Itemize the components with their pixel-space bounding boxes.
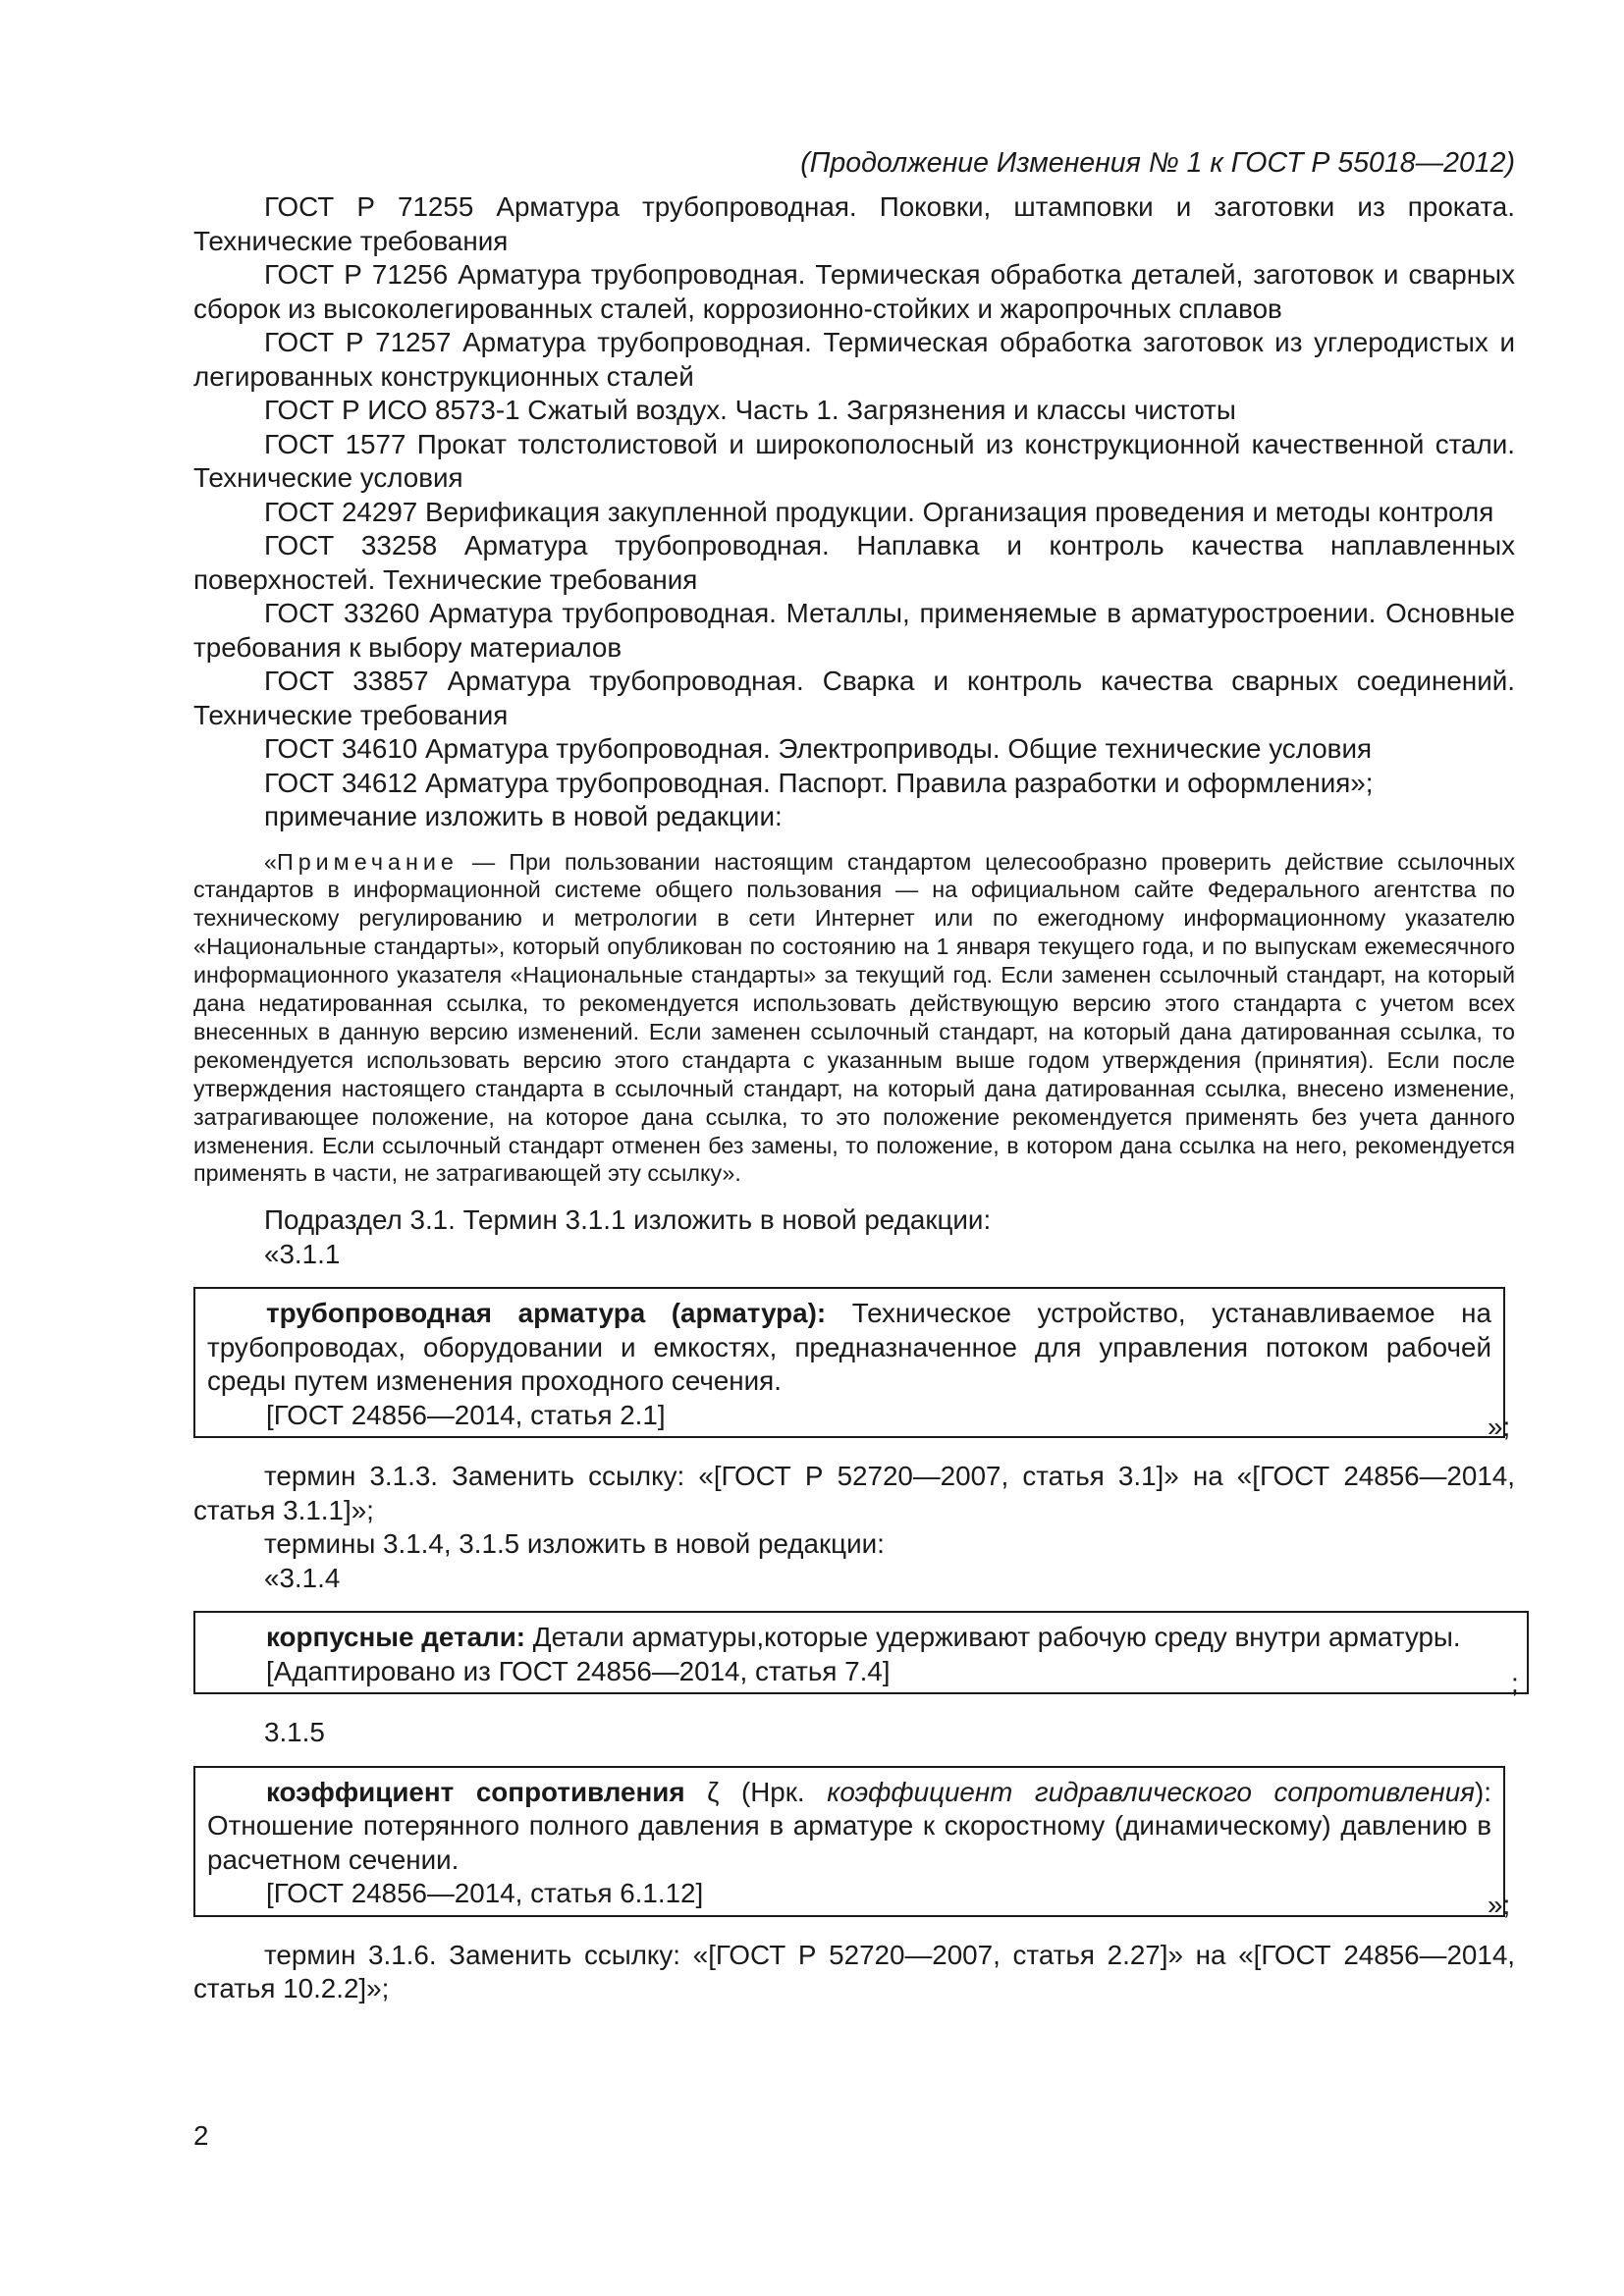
reference-item: ГОСТ 24297 Верификация закупленной продукции. Организация проведения и методы контроля: [264, 496, 1494, 527]
term-alternative: коэффициент гидравлического сопротивления: [827, 1776, 1475, 1807]
term-box-closing: »;: [1488, 1411, 1511, 1442]
page-content: [193, 145, 1519, 2006]
note-paragraph: [193, 848, 1515, 1189]
term-number-315: 3.1.5: [264, 1717, 325, 1748]
term-box-314: [193, 1611, 1529, 1694]
term-number-311: «3.1.1: [264, 1238, 341, 1269]
reference-list: [193, 190, 1515, 800]
term-box-314-wrap: [193, 1611, 1519, 1698]
reference-item: ГОСТ Р 71256 Арматура трубопроводная. Термическая обработка деталей, заготовок и сварных сборок из высоколегированных сталей, коррозионно-стойких и жаропрочных сплавов: [193, 259, 1515, 324]
term-box-closing: ;: [1511, 1667, 1519, 1698]
reference-item: ГОСТ Р 71257 Арматура трубопроводная. Термическая обработка заготовок из углеродистых и легированных конструкционных сталей: [193, 327, 1515, 392]
subsection-instruction: Подраздел 3.1. Термин 3.1.1 изложить в новой редакции:: [264, 1204, 992, 1236]
term-definition: Детали арматуры,которые удерживают рабочую среду внутри арматуры.: [525, 1622, 1461, 1653]
term-name: коэффициент сопротивления: [266, 1776, 685, 1807]
term-source: [ГОСТ 24856—2014, статья 6.1.12]: [266, 1878, 704, 1909]
term-definition: Техническое устройство, устанавливаемое на трубопроводах, оборудовании и емкостях, предназначенное для управления потоком рабочей среды путем изменения проходного сечения.: [207, 1298, 1491, 1397]
term-box-315-wrap: [193, 1766, 1515, 1921]
reference-item: ГОСТ Р 71255 Арматура трубопроводная. Поковки, штамповки и заготовки из проката. Технические требования: [193, 191, 1515, 256]
reference-item: ГОСТ 34610 Арматура трубопроводная. Электроприводы. Общие технические условия: [264, 733, 1373, 764]
page-number: 2: [193, 2120, 209, 2151]
note-intro: примечание изложить в новой редакции:: [264, 801, 783, 831]
term-source: [ГОСТ 24856—2014, статья 2.1]: [266, 1399, 666, 1430]
term-313-instruction: термин 3.1.3. Заменить ссылку: «[ГОСТ Р 52720—2007, статья 3.1]» на «[ГОСТ 24856—2014, статья 3.1.1]»;: [193, 1461, 1515, 1525]
term-number-314: «3.1.4: [264, 1562, 341, 1593]
note-open-quote: «: [264, 848, 277, 875]
term-box-311: [193, 1287, 1505, 1438]
term-box-315: [193, 1766, 1505, 1917]
term-box-closing: »;: [1488, 1890, 1511, 1921]
term-source: [Адаптировано из ГОСТ 24856—2014, статья 7.4]: [266, 1655, 891, 1686]
page-header: (Продолжение Изменения № 1 к ГОСТ Р 55018—2012): [800, 147, 1515, 179]
term-box-311-wrap: [193, 1287, 1515, 1442]
reference-item: ГОСТ 33857 Арматура трубопроводная. Сварка и контроль качества сварных соединений. Технические требования: [193, 666, 1515, 730]
term-name: трубопроводная арматура (арматура):: [266, 1298, 827, 1329]
reference-item: ГОСТ 34612 Арматура трубопроводная. Паспорт. Правила разработки и оформления»;: [264, 767, 1374, 798]
reference-item: ГОСТ Р ИСО 8573-1 Сжатый воздух. Часть 1. Загрязнения и классы чистоты: [264, 395, 1236, 425]
note-label: Примечание: [276, 848, 459, 875]
reference-item: ГОСТ 1577 Прокат толстолистовой и широкополосный из конструкционной качественной стали. Технические условия: [193, 428, 1515, 493]
reference-item: ГОСТ 33260 Арматура трубопроводная. Металлы, применяемые в арматуростроении. Основные требования к выбору материалов: [193, 598, 1515, 663]
term-symbol: ζ (Нрк.: [684, 1776, 828, 1807]
terms-314-315-instruction: термины 3.1.4, 3.1.5 изложить в новой редакции:: [264, 1528, 885, 1560]
term-definition: ): Отношение потерянного полного давления в арматуре к скоростному (динамическому) давлению в расчетном сечении.: [207, 1776, 1491, 1875]
note-text: — При пользовании настоящим стандартом целесообразно проверить действие ссылочных стандартов в информационной системе общего пользования — на официальном сайте Федерального агентства по техническому регулированию и метрологии в сети Интернет или по ежегодному информационному указателю «Национальные стандарты», который опубликован по состоянию на 1 января текущего года, и по выпускам ежемесячного информационного указателя «Национальные стандарты» за текущий год. Если заменен ссылочный стандарт, на который дана недатированная ссылка, то рекомендуется использовать действующую версию этого стандарта с учетом всех внесенных в данную версию изменений. Если заменен ссылочный стандарт, на который дана датированная ссылка, то рекомендуется использовать версию этого стандарта с указанным выше годом утверждения (принятия). Если после утверждения настоящего стандарта в ссылочный стандарт, на который дана датированная ссылка, внесено изменение, затрагивающее положение, на которое дана ссылка, то это положение рекомендуется применять без учета данного изменения. Если ссылочный стандарт отменен без замены, то положение, в котором дана ссылка на него, рекомендуется применять в части, не затрагивающей эту ссылку».: [193, 848, 1515, 1187]
reference-item: ГОСТ 33258 Арматура трубопроводная. Наплавка и контроль качества наплавленных поверхностей. Технические требования: [193, 530, 1515, 595]
term-316-instruction: термин 3.1.6. Заменить ссылку: «[ГОСТ Р 52720—2007, статья 2.27]» на «[ГОСТ 24856—2014, статья 10.2.2]»;: [193, 1939, 1515, 2004]
term-name: корпусные детали:: [266, 1622, 526, 1653]
